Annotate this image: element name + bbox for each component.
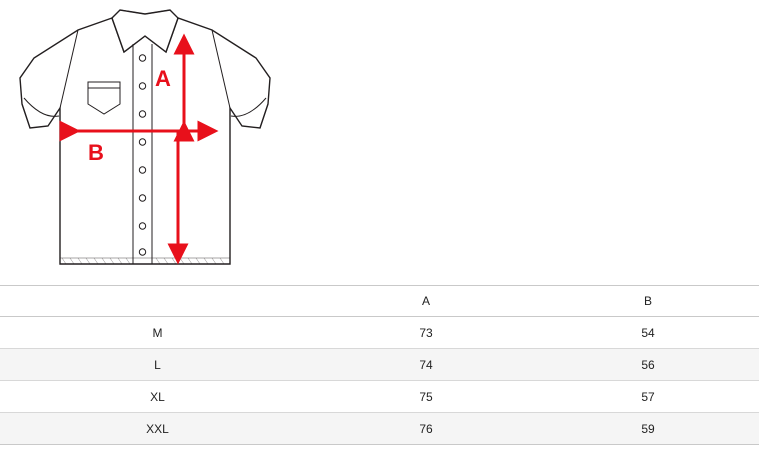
table-row: [0, 381, 759, 413]
table-row: [0, 317, 759, 349]
column-header-a: A: [315, 286, 537, 317]
table-header-row: [0, 286, 759, 317]
cell-a: 75: [315, 381, 537, 413]
table-row: [0, 413, 759, 445]
cell-size: M: [0, 317, 315, 349]
size-table: [0, 285, 759, 445]
table-head: [0, 286, 759, 317]
cell-size: XXL: [0, 413, 315, 445]
column-header-size: [0, 286, 315, 317]
cell-b: 54: [537, 317, 759, 349]
column-header-b: B: [537, 286, 759, 317]
table-body: [0, 317, 759, 445]
cell-a: 76: [315, 413, 537, 445]
label-b: B: [88, 140, 104, 165]
cell-a: 74: [315, 349, 537, 381]
shirt-diagram: [0, 0, 380, 285]
cell-b: 56: [537, 349, 759, 381]
table-row: [0, 349, 759, 381]
label-a: A: [155, 66, 171, 91]
cell-b: 57: [537, 381, 759, 413]
cell-b: 59: [537, 413, 759, 445]
cell-a: 73: [315, 317, 537, 349]
cell-size: XL: [0, 381, 315, 413]
cell-size: L: [0, 349, 315, 381]
